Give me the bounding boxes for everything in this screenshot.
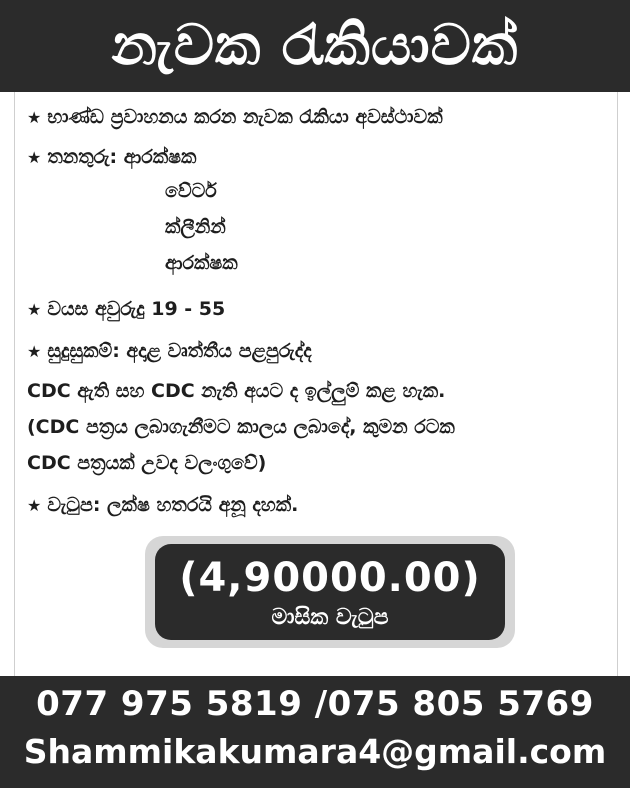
star-icon: ★ xyxy=(27,342,42,361)
salary-period: මාසික වැටුප xyxy=(271,604,389,630)
position-security: ආරක්ෂක xyxy=(165,252,238,274)
qualifications-text: සුදුසුකම්: අදාළ වෘත්තීය පළපුරුද්ද xyxy=(47,340,312,362)
intro-text: භාණ්ඩ ප්‍රවාහනය කරන නැවක රැකියා අවස්ථාවක් xyxy=(47,106,443,128)
intro-line xyxy=(27,106,443,128)
salary-line xyxy=(27,494,298,516)
salary-amount: (4,90000.00) xyxy=(179,554,481,601)
header-banner xyxy=(0,0,630,92)
contact-footer xyxy=(0,676,630,788)
star-icon: ★ xyxy=(27,496,42,515)
details-panel xyxy=(14,92,618,676)
salary-text: වැටුප: ලක්ෂ හතරයි අනූ දහක්. xyxy=(47,494,299,516)
email-address: Shammikakumara4@gmail.com xyxy=(23,732,607,771)
positions-line xyxy=(27,146,196,168)
salary-badge xyxy=(155,544,505,640)
positions-label: තනතුරු: ආරක්ෂක xyxy=(47,146,197,168)
age-text: වයස අවුරුදු 19 - 55 xyxy=(47,298,226,320)
position-waiter: වේටර් xyxy=(165,180,217,202)
star-icon: ★ xyxy=(27,108,42,127)
position-cleaning: ක්ලීනින් xyxy=(165,216,226,238)
age-line xyxy=(27,298,225,320)
phone-numbers: 077 975 5819 /075 805 5769 xyxy=(36,684,594,724)
cdc-line-3: CDC පත්‍රයක් උවද වලංගුවේ) xyxy=(27,452,267,474)
star-icon: ★ xyxy=(27,300,42,319)
cdc-line-2: (CDC පත්‍රය ලබාගැනීමට කාලය ලබාදේ, කුමන රටක xyxy=(27,416,455,438)
star-icon: ★ xyxy=(27,148,42,167)
qualifications-line xyxy=(27,340,312,362)
ad-title: නැවක රැකියාවක් xyxy=(111,13,519,78)
salary-badge-frame xyxy=(145,536,515,648)
cdc-line-1: CDC ඇති සහ CDC නැති අයට ද ඉල්ලුම් කළ හැක. xyxy=(27,380,446,402)
